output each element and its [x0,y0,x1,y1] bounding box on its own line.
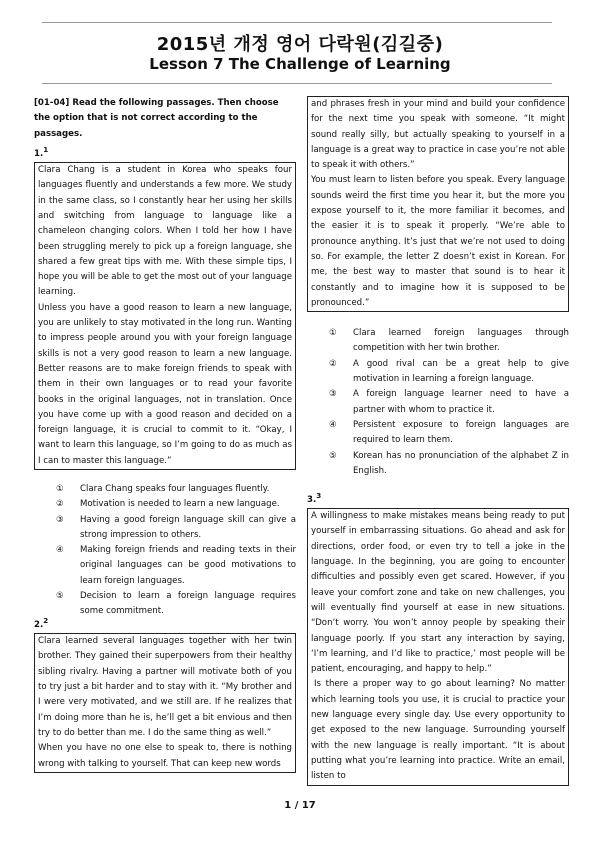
question-3-passage [307,508,569,785]
footnote-marker: 1 [43,144,49,154]
answer-choice[interactable]: ③ Having a good foreign language skill can give a strong impression to others. [56,514,296,540]
question-2-number: 2.$^2$ [34,616,49,630]
footnote-marker: 2 [43,616,49,625]
page-number: 1 / 17 [284,800,316,811]
document-title: 2015년 개정 영어 다락원(김길중) [156,34,444,55]
answer-choice[interactable]: ② A good rival can be a great help to give motivation in learning a foreign language. [329,358,569,385]
right-column [307,96,569,479]
question-2-passage-part-2 [307,96,569,312]
passage-paragraph: and phrases fresh in your mind and build your confidence for the next time you speak with someone. “It might sound really silly, but actually speaking to yourself in a language is a great way to practice in case you’re not able to speak it with others.” [311,99,565,171]
answer-choice[interactable]: ④ Persistent exposure to foreign languages are required to learn them. [329,419,569,446]
passage-paragraph: Unless you have a good reason to learn a new language, you are unlikely to stay motivated in the long run. Wanting to impress people around you with your foreign language skills is not a very good reason to learn a new language. Better reasons are to make foreign friends to speak with them in their own languages or to read your favorite books in the original languages, not in translation. Once you have come up with a good reason and decided on a foreign language, it is crucial to commit to it. “Okay, I want to learn this language, so I’m going to do as much as I can to master this language.” [38,302,292,466]
passage-paragraph: Clara learned several languages together with her twin brother. They gained their superpowers from their healthy sibling rivalry. Having a partner will motivate both of you to try just a bit harder and to stay with it. “My brother and I were very motivated, and we still are. If he realizes that I’m doing more than he is, he’ll get a bit envious and then try to do better than me. I do the same thing as well.” [38,636,292,738]
instructions: [01-04] Read the following passages. Then choose the option that is not correct according to the passages. [34,98,279,139]
passage-paragraph: A willingness to make mistakes means being ready to put yourself in embarrassing situations. Go ahead and ask for directions, order food, or even try to tell a joke in the language. In the beginning, you are going to encounter difficulties and possibly even get scared. However, if you leave your comfort zone and take on new challenges, you will eventually find yourself at ease in new situations. “Don’t worry. You won’t annoy people by speaking their language poorly. If you start any interaction by saying, ‘I’m learning, and I’d like to practice,’ most people will be patient, encouraging, and happy to help.” [311,511,565,675]
answer-choice[interactable]: ④ Making foreign friends and reading texts in their original languages can be good motivations to learn foreign languages. [56,545,296,586]
question-3-number: 3.$^3$ [307,491,322,505]
question-3 [307,488,569,786]
header-rule [42,83,552,84]
answer-choice[interactable]: ② Motivation is needed to learn a new language. [56,499,280,510]
question-1-passage [34,162,296,470]
question-2-left [34,613,296,773]
passage-paragraph: Is there a proper way to go about learning? No matter which learning tools you use, it is crucial to practice your new language every single day. Use every opportunity to get exposed to the new language. Surrounding yourself with the new language is really important. “It is about putting what you’re learning into practice. Write an email, listen to [311,679,565,782]
passage-paragraph: When you have no one else to speak to, there is nothing wrong with talking to yourself. That can keep new words [38,743,292,769]
question-2-passage-part-1 [34,633,296,773]
question-1-number: 1.$^1$ [34,144,49,159]
answer-choice[interactable]: ① Clara learned foreign languages through competition with her twin brother. [329,328,569,354]
answer-choice[interactable]: ⑤ Korean has no pronunciation of the alphabet Z in English. [329,450,569,476]
passage-paragraph: Clara Chang is a student in Korea who speaks four languages fluently and understands a few more. We study in the same class, so I constantly hear her using her skills and switching from language to language like a chameleon changing colors. When I told her how I have been struggling merely to pick up a foreign language, she shared a few great tips with me. With these simple tips, I hope you will be able to get the most out of your language learning. [38,165,292,298]
footnote-marker: 3 [316,491,322,500]
question-2-choices [329,326,569,479]
answer-choice[interactable]: ③ A foreign language learner need to have a partner with whom to practice it. [329,389,569,415]
question-1-choices [56,482,296,620]
answer-choice[interactable]: ① Clara Chang speaks four languages fluently. [56,483,270,494]
passage-paragraph: You must learn to listen before you speak. Every language sounds weird the first time you hear it, but the more you expose yourself to it, the more familiar it becomes, and the easier it is to speak it properly. “We’re able to pronounce anything. It’s just that we’re not used to doing so. For example, the letter Z doesn’t exist in Korean. For me, the best way to master that sound is to hear it constantly and to imagine how it is supposed to be pronounced.” [311,175,565,308]
top-rule [42,22,552,23]
left-column [34,96,296,620]
lesson-subtitle: Lesson 7 The Challenge of Learning [149,55,451,73]
answer-choice[interactable]: ⑤ Decision to learn a foreign language requires some commitment. [56,591,296,617]
